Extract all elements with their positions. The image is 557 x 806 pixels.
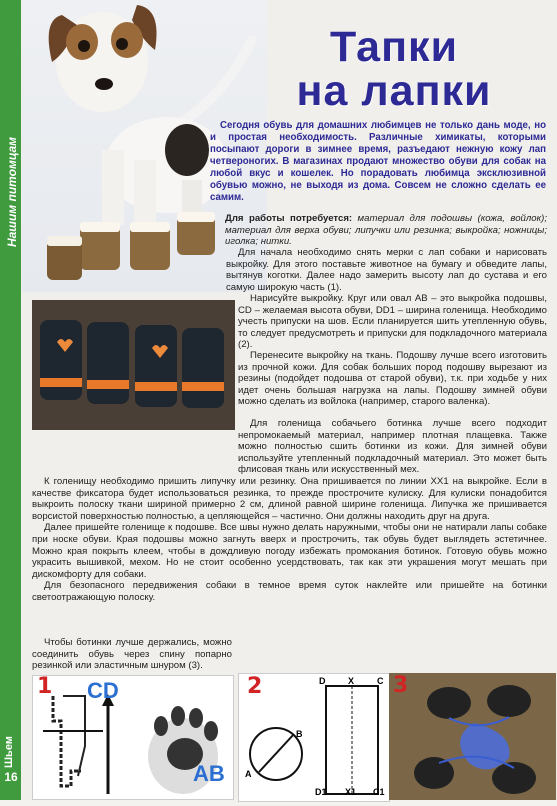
figure-2-number: 2 (247, 674, 263, 699)
title-line-2: на лапки (296, 67, 492, 115)
full-width-text (32, 418, 547, 604)
paragraph: Для голенища собачьего ботинка лучше всего подходит непромокаемый материал, например плотная плащевка. Также можно полностью сшить ботинки из кожи. Для зимней обуви используйте утепленный подкладочный материал. Это может быть флисовая ткань или искусственный мех. (238, 418, 547, 476)
intro-paragraph (210, 120, 546, 204)
shoes-photo (32, 300, 235, 430)
page-number: 16 (4, 770, 18, 784)
paragraph: Для начала необходимо снять мерки с лап собаки и нарисовать выкройку. Для этого поставьте животное на бумагу и обведите лапы, вытянув коготки. Далее надо замерить высоту лап до сустава и его самую широкую часть (1). (226, 247, 547, 293)
label-c: C (377, 676, 384, 686)
paragraph: Для безопасного передвижения собаки в темное время суток наклейте или пришейте на ботинки светоотражающую полоску. (32, 580, 547, 603)
label-d1: D1 (315, 787, 327, 797)
figure-3-photo (389, 673, 556, 800)
harness-illustration (389, 673, 556, 800)
paragraph: Далее пришейте голенище к подошве. Все швы нужно делать наружными, чтобы они не натирали лапы собаке при носке обуви. Края подошвы можно загнуть вверх и прострочить, так обувь будет выглядеть эстетичнее. Можно края покрыть клеем, чтобы в дождливую погоду избежать промокания ботинок. Готовую обувь можно украсить вышивкой, мехом. Но не стоит особенно усердствовать, так как эти украшения могут мешать при дискомфорту для собаки. (32, 522, 547, 580)
materials-label: Для работы потребуется: (225, 213, 353, 224)
label-x: X (348, 676, 355, 686)
label-c1: C1 (373, 787, 385, 797)
materials-text: материал для подошвы (кожа, войлок); материал для верха обуви; липучки или резинка; выкройка; ножницы; иголка; нитки. (225, 213, 547, 248)
right-column-text-2 (238, 293, 547, 351)
sidebar-band (0, 0, 21, 800)
title-line-1: Тапки (329, 23, 459, 71)
label-x1: X1 (345, 787, 357, 797)
figure-2 (238, 673, 390, 802)
label-b: B (296, 729, 303, 739)
ab-label: AB (193, 761, 225, 786)
last-paragraph (32, 637, 232, 672)
figure-3-number: 3 (393, 673, 409, 698)
paragraph: Нарисуйте выкройку. Круг или овал AB – это выкройка подошвы, CD – желаемая высота обуви, DD1 – ширина голенища. Необходимо учесть припуски на шов. Если планируется шить утепленную обувь, то следует предусмотреть и припуски для подкладочного материала (2). (238, 293, 547, 351)
materials-block (225, 213, 547, 248)
right-column-text-3 (238, 350, 547, 408)
article-title (264, 25, 524, 113)
right-column-text (226, 247, 547, 293)
label-d: D (319, 676, 326, 686)
figure-1 (32, 675, 234, 800)
section-label: Нашим питомцам (5, 136, 19, 248)
cd-label: CD (87, 678, 119, 703)
shoes-illustration (32, 300, 235, 430)
label-a: A (245, 769, 252, 779)
intro-text: Сегодня обувь для домашних любимцев не только дань моде, но и простая необходимость. Различные химикаты, которыми посыпают дороги в зимнее время, разъедают нежную кожу лап четвероногих. В магазинах продают множество обуви для собак на любой вкус и кошелек. Но порадовать любимца эксклюзивной обувью можно, не выходя из дома. Совсем не сложно сделать ее самим. (210, 120, 546, 203)
paragraph: Чтобы ботинки лучше держались, можно соединить обувь через спину попарно резинкой или эластичным шнуром (3). (32, 637, 232, 672)
section-label-wrap (2, 95, 18, 295)
paragraph: К голенищу необходимо пришить липучку или резинку. Она пришивается по линии XX1 на выкройке. Если в качестве фиксатора будет использоваться резинка, то прежде прострочите кулиску. Для кулиски понадобится выкроить полоску ткани шириной примерно 2 см, длиной равной ширине голенища. Липучка же пришивается ворсистой поверхностью полностью, а цепляющейся – частично. Они должны находить друг на друга. (32, 475, 547, 522)
figure-1-number: 1 (37, 674, 53, 699)
paragraph: Перенесите выкройку на ткань. Подошву лучше всего изготовить из прочной кожи. Для собак больших пород подошву вырезают из резины (подойдет подошва от старой обуви), т.к. при ходьбе у них идет очень большая нагрузка на лапы. Подошву зимней обуви можно сделать из войлока (например, старого валенка). (238, 350, 547, 408)
category-label: Шьем (3, 736, 15, 768)
